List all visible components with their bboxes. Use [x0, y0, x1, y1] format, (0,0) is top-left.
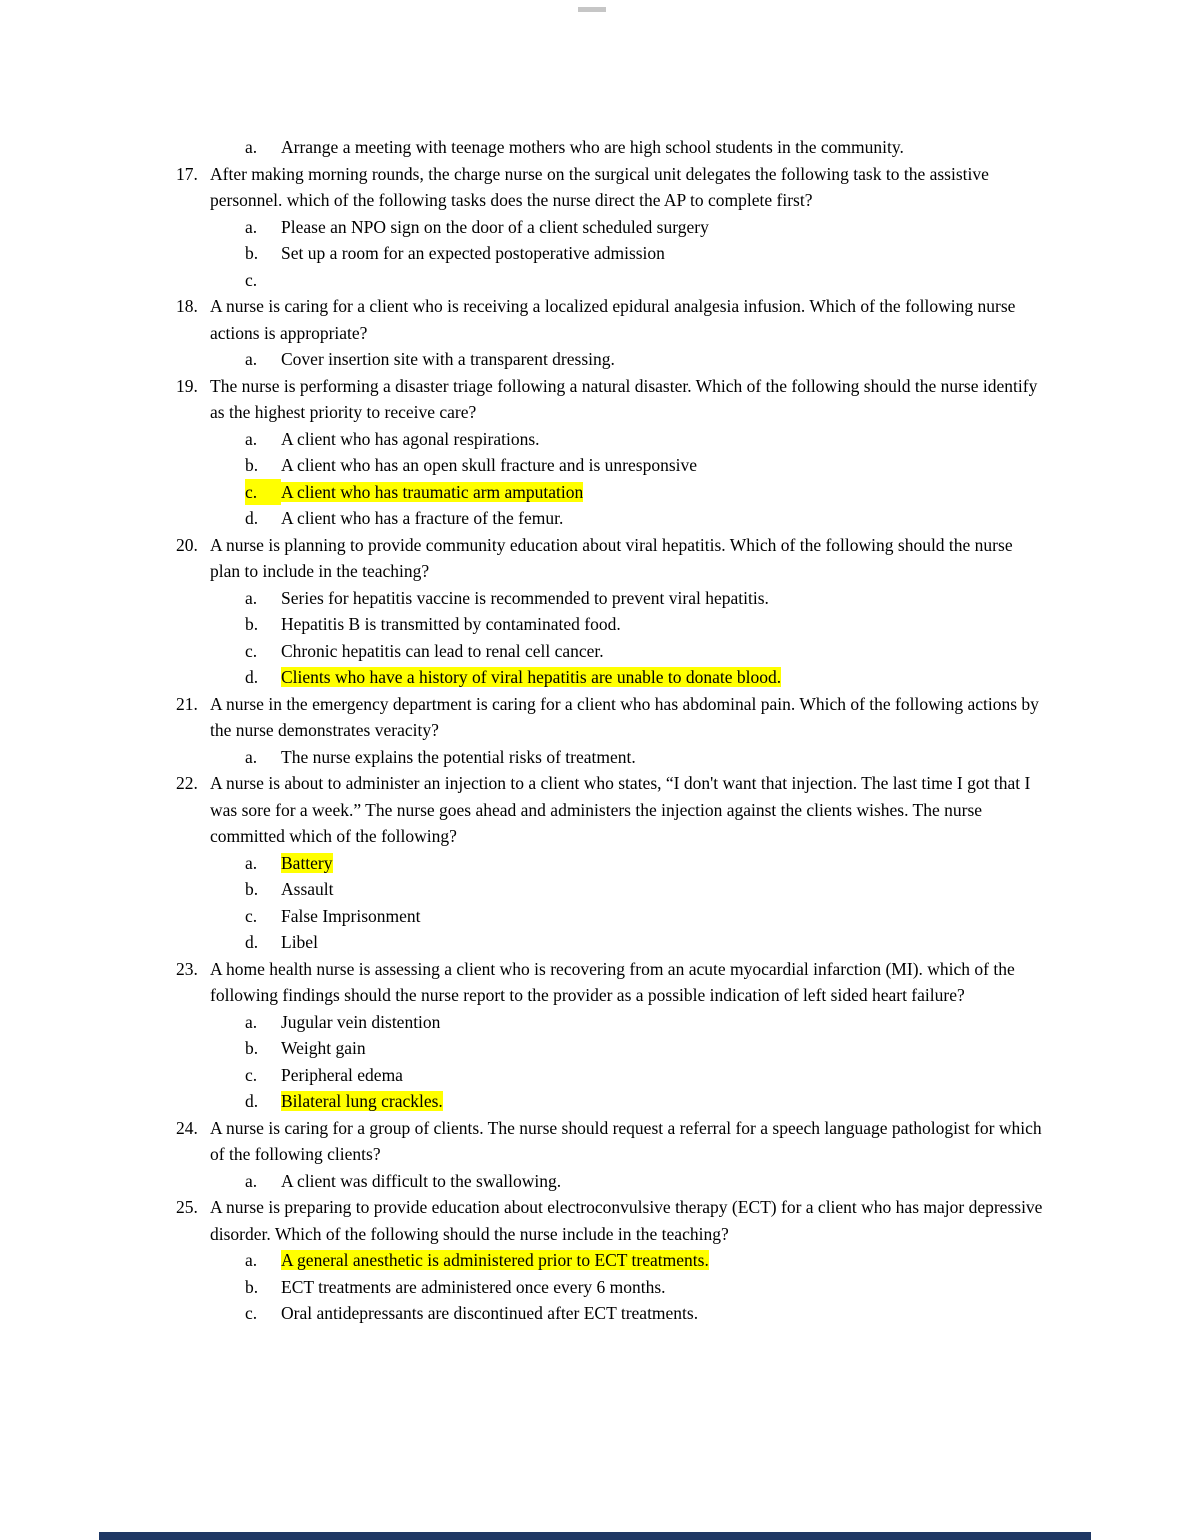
- answer-option: [245, 267, 1046, 294]
- option-text-inner: Jugular vein distention: [281, 1011, 441, 1032]
- option-text-inner: Series for hepatitis vaccine is recommended to prevent viral hepatitis.: [281, 587, 769, 608]
- option-text: [281, 1088, 1046, 1115]
- option-text-inner: Bilateral lung crackles.: [281, 1091, 443, 1111]
- option-text-inner: False Imprisonment: [281, 905, 421, 926]
- option-text: [281, 638, 1046, 665]
- question: [176, 770, 1046, 850]
- document-title-marker: [578, 7, 606, 12]
- option-text-inner: Peripheral edema: [281, 1064, 403, 1085]
- option-text: [281, 1062, 1046, 1089]
- option-text: [281, 346, 1046, 373]
- option-text: [281, 240, 1046, 267]
- answer-option: [245, 1247, 1046, 1274]
- option-text-inner: The nurse explains the potential risks of treatment.: [281, 746, 636, 767]
- option-text: [281, 1274, 1046, 1301]
- answer-option: [245, 214, 1046, 241]
- option-label: a.: [245, 746, 258, 767]
- option-text: [281, 1035, 1046, 1062]
- answer-option: [245, 744, 1046, 771]
- option-text: [281, 1168, 1046, 1195]
- question-number: 18.: [176, 296, 198, 316]
- option-label: a.: [245, 1250, 258, 1270]
- option-text-inner: Hepatitis B is transmitted by contaminated food.: [281, 614, 621, 634]
- option-text: [281, 479, 1046, 506]
- answer-option: [245, 1035, 1046, 1062]
- option-text-inner: Chronic hepatitis can lead to renal cell cancer.: [281, 640, 604, 661]
- option-text: [281, 267, 1046, 294]
- answer-option: [245, 505, 1046, 532]
- option-text-inner: Arrange a meeting with teenage mothers who are high school students in the community.: [281, 137, 904, 157]
- answer-option: [245, 638, 1046, 665]
- option-text: [281, 134, 1046, 161]
- question-text: A home health nurse is assessing a client who is recovering from an acute myocardial infarction (MI). which of the following findings should the nurse report to the provider as a possible indication of left sided heart failure?: [210, 958, 1015, 1005]
- option-label: a.: [245, 216, 258, 237]
- option-label: c.: [245, 479, 281, 506]
- question-number: 21.: [176, 693, 198, 714]
- question-number: 25.: [176, 1197, 198, 1217]
- question-text: The nurse is performing a disaster triage following a natural disaster. Which of the following should the nurse identify as the highest priority to receive care?: [210, 375, 1038, 422]
- option-text-inner: Oral antidepressants are discontinued after ECT treatments.: [281, 1303, 699, 1323]
- answer-option: [245, 346, 1046, 373]
- question-text: A nurse is about to administer an injection to a client who states, “I don't want that injection. The last time I got that I was sore for a week.” The nurse goes ahead and administers the injection against the clients wishes. The nurse committed which of the following?: [210, 773, 1031, 846]
- answer-option: [245, 903, 1046, 930]
- option-label: d.: [245, 1091, 259, 1111]
- question: [176, 532, 1046, 585]
- question-text: A nurse is planning to provide community education about viral hepatitis. Which of the following should the nurse plan to include in the teaching?: [210, 534, 1013, 581]
- option-text: [281, 664, 1046, 691]
- option-text: [281, 1247, 1046, 1274]
- question-text: A nurse in the emergency department is caring for a client who has abdominal pain. Which of the following actions by the nurse demonstrates veracity?: [210, 693, 1039, 740]
- question-text: After making morning rounds, the charge nurse on the surgical unit delegates the following task to the assistive personnel. which of the following tasks does the nurse direct the AP to complete first?: [210, 163, 989, 210]
- option-text-inner: Clients who have a history of viral hepatitis are unable to donate blood.: [281, 667, 782, 687]
- question-number: 24.: [176, 1117, 198, 1138]
- answer-option: [245, 479, 1046, 506]
- option-text-inner: A client who has agonal respirations.: [281, 428, 540, 449]
- answer-option: [245, 1300, 1046, 1327]
- option-label: a.: [245, 1011, 258, 1032]
- question-text: A nurse is caring for a group of clients. The nurse should request a referral for a speech language pathologist for which of the following clients?: [210, 1117, 1042, 1164]
- answer-option: [245, 1274, 1046, 1301]
- option-text: [281, 1300, 1046, 1327]
- option-text-inner: A client who has traumatic arm amputation: [281, 481, 584, 502]
- answer-option: [245, 876, 1046, 903]
- option-text-inner: Set up a room for an expected postoperative admission: [281, 243, 665, 263]
- option-label: a.: [245, 587, 258, 608]
- option-text-inner: Weight gain: [281, 1038, 366, 1058]
- option-text-inner: A client who has a fracture of the femur.: [281, 508, 564, 528]
- option-text: [281, 744, 1046, 771]
- answer-option: [245, 1088, 1046, 1115]
- option-label: c.: [245, 640, 258, 661]
- option-text-inner: A general anesthetic is administered prior to ECT treatments.: [281, 1250, 709, 1270]
- question: [176, 691, 1046, 744]
- answer-option: [245, 929, 1046, 956]
- option-text: [281, 452, 1046, 479]
- option-label: d.: [245, 667, 259, 687]
- option-label: b.: [245, 455, 259, 475]
- option-text-inner: A client who has an open skull fracture and is unresponsive: [281, 455, 698, 475]
- question: [176, 293, 1046, 346]
- option-text-inner: Battery: [281, 852, 333, 873]
- option-label: c.: [245, 905, 258, 926]
- option-text: [281, 903, 1046, 930]
- answer-option: [245, 426, 1046, 453]
- option-label: a.: [245, 852, 258, 873]
- option-text: [281, 214, 1046, 241]
- option-text: [281, 876, 1046, 903]
- option-label: d.: [245, 508, 259, 528]
- answer-option: [245, 1062, 1046, 1089]
- option-label: b.: [245, 1276, 259, 1297]
- option-label: b.: [245, 879, 259, 899]
- answer-option: [245, 585, 1046, 612]
- question-number: 20.: [176, 534, 198, 555]
- answer-option: [245, 611, 1046, 638]
- question-number: 23.: [176, 958, 198, 979]
- answer-option: [245, 850, 1046, 877]
- question-text: A nurse is preparing to provide education about electroconvulsive therapy (ECT) for a client who has major depressive disorder. Which of the following should the nurse include in the teaching?: [210, 1197, 1043, 1244]
- option-label: c.: [245, 1064, 258, 1085]
- option-label: c.: [245, 1303, 258, 1323]
- question: [176, 161, 1046, 214]
- option-label: a.: [245, 349, 258, 369]
- option-text-inner: Libel: [281, 932, 318, 952]
- question-number: 22.: [176, 773, 198, 793]
- question: [176, 1194, 1046, 1247]
- option-text: [281, 585, 1046, 612]
- option-text: [281, 505, 1046, 532]
- question-list: [176, 134, 1046, 1327]
- option-label: a.: [245, 1170, 258, 1191]
- option-label: b.: [245, 243, 259, 263]
- answer-option: [245, 664, 1046, 691]
- answer-option: [245, 240, 1046, 267]
- option-text: [281, 850, 1046, 877]
- option-label: a.: [245, 428, 258, 449]
- question-number: 19.: [176, 375, 198, 396]
- option-text: [281, 1009, 1046, 1036]
- option-text: [281, 929, 1046, 956]
- question: [176, 373, 1046, 426]
- answer-option: [245, 1009, 1046, 1036]
- option-text: [281, 611, 1046, 638]
- answer-option: [245, 1168, 1046, 1195]
- question-number: 17.: [176, 163, 198, 184]
- option-text-inner: ECT treatments are administered once every 6 months.: [281, 1276, 666, 1297]
- option-label: b.: [245, 1038, 259, 1058]
- option-label: b.: [245, 614, 259, 634]
- option-text-inner: Assault: [281, 879, 334, 899]
- option-label: d.: [245, 932, 259, 952]
- option-label: c.: [245, 269, 258, 290]
- option-label: a.: [245, 137, 258, 157]
- answer-option: [245, 452, 1046, 479]
- answer-option: [245, 134, 1046, 161]
- option-text-inner: A client was difficult to the swallowing.: [281, 1170, 562, 1191]
- question-text: A nurse is caring for a client who is receiving a localized epidural analgesia infusion. Which of the following nurse actions is appropriate?: [210, 296, 1016, 343]
- option-text: [281, 426, 1046, 453]
- option-text-inner: Cover insertion site with a transparent dressing.: [281, 349, 615, 369]
- next-page-edge: [99, 1532, 1091, 1540]
- question: [176, 956, 1046, 1009]
- question: [176, 1115, 1046, 1168]
- option-text-inner: Please an NPO sign on the door of a client scheduled surgery: [281, 216, 709, 237]
